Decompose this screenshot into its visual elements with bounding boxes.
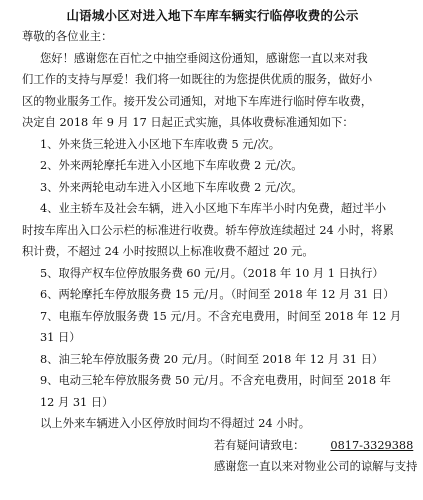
contact-phone: 0817-3329388 [330, 438, 414, 452]
intro-line: 决定自 2018 年 9 月 17 日起正式实施，具体收费标准通知如下： [22, 116, 354, 129]
fee-item-line: 积计费，不超过 24 小时按照以上标准收费不超过 20 元。 [22, 245, 314, 258]
fee-item-6: 6、两轮摩托车停放服务费 15 元/月。（时间至 2018 年 12 月 31 日） [40, 288, 395, 301]
fee-list [18, 134, 407, 414]
fee-item-3: 3、外来两轮电动车进入小区地下车库收费 2 元/次。 [40, 180, 303, 194]
intro-line: 您好！感谢您在百忙之中抽空垂阅这份通知，感谢您一直以来对我 [40, 51, 368, 65]
contact-label: 若有疑问请致电： [214, 438, 305, 452]
time-limit-note: 以上外来车辆进入小区停放时间均不得超过 24 小时。 [40, 417, 311, 430]
intro-paragraph [18, 48, 407, 134]
fee-item-line: 7、电瓶车停放服务费 15 元/月。不含充电费用，时间至 2018 年 12 月 [40, 309, 402, 323]
fee-item-line: 9、电动三轮车停放服务费 50 元/月。不含充电费用，时间至 2018 年 [40, 374, 391, 387]
fee-item-line: 12 月 31 日） [40, 395, 114, 409]
fee-item-5: 5、取得产权车位停放服务费 60 元/月。（2018 年 10 月 1 日执行） [40, 266, 384, 280]
fee-item-line: 时按车库出入口公示栏的标准进行收费。轿车停放连续超过 24 小时，将累 [22, 223, 394, 237]
fee-item-2: 2、外来两轮摩托车进入小区地下车库收费 2 元/次。 [40, 159, 303, 172]
fee-item-9 [18, 370, 407, 413]
fee-item-8: 8、油三轮车停放服务费 20 元/月。（时间至 2018 年 12 月 31 日） [40, 352, 384, 366]
fee-item-7 [18, 306, 407, 349]
intro-line: 区的物业服务工作。接开发公司通知，对地下车库进行临时停车收费， [22, 94, 373, 108]
fee-item-1: 1、外来货三轮进入小区地下车库收费 5 元/次。 [40, 137, 281, 151]
closing-text: 感谢您一直以来对物业公司的谅解与支持 [214, 460, 418, 473]
contact-line [18, 435, 414, 457]
fee-item-4 [18, 198, 407, 263]
fee-item-line: 31 日） [40, 331, 81, 344]
intro-line: 们工作的支持与厚爱！我们将一如既往的为您提供优质的服务，做好小 [22, 73, 373, 86]
greeting: 尊敬的各位业主： [22, 30, 113, 43]
document-title: 山语城小区对进入地下车库车辆实行临停收费的公示 [66, 8, 359, 23]
fee-item-line: 4、业主轿车及社会车辆，进入小区地下车库半小时内免费，超过半小 [40, 202, 387, 215]
